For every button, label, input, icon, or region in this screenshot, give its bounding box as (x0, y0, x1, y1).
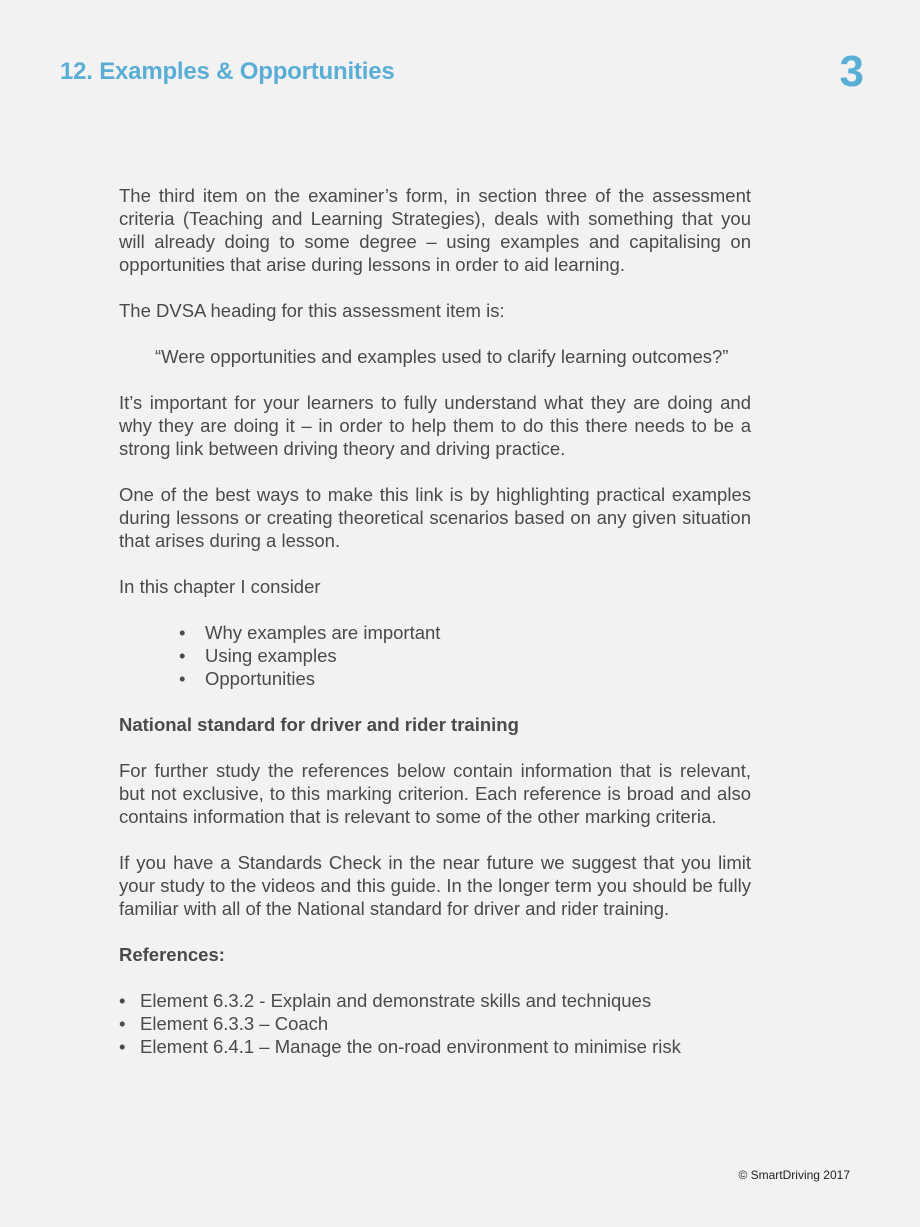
standards-check-paragraph: If you have a Standards Check in the near future we suggest that you limit your study to the videos and this guide. In the longer term you should be fully familiar with all of the National standard for driver and rider training. (119, 852, 751, 919)
further-study-paragraph: For further study the references below contain information that is relevant, but not exclusive, to this marking criterion. Each reference is broad and also contains information that is relevant to some of the other marking criteria. (119, 760, 751, 827)
intro-paragraph: The third item on the examiner’s form, in section three of the assessment criteria (Teaching and Learning Strategies), deals with something that you will already doing to some degree – using examples and capitalising on opportunities that arise during lessons in order to aid learning. (119, 185, 751, 275)
link-paragraph: One of the best ways to make this link is by highlighting practical examples during lessons or creating theoretical scenarios based on any given situation that arises during a lesson. (119, 484, 751, 551)
dvsa-heading-intro: The DVSA heading for this assessment item is: (119, 300, 505, 321)
list-item: • Element 6.4.1 – Manage the on-road environment to minimise risk (119, 1035, 751, 1058)
chapter-number: 3 (839, 47, 864, 96)
chapter-consider-paragraph: In this chapter I consider (119, 576, 321, 597)
assessment-quote: “Were opportunities and examples used to clarify learning outcomes?” (155, 346, 729, 367)
list-item: • Element 6.3.3 – Coach (119, 1012, 751, 1035)
copyright-footer: © SmartDriving 2017 (738, 1168, 850, 1182)
references-heading: References: (119, 944, 225, 965)
importance-paragraph: It’s important for your learners to fully understand what they are doing and why they are doing it – in order to help them to do this there needs to be a strong link between driving theory and driving practice. (119, 392, 751, 459)
page-content (119, 184, 751, 1058)
national-standard-heading: National standard for driver and rider training (119, 714, 519, 735)
chapter-title: 12. Examples & Opportunities (60, 58, 395, 85)
list-item: • Using examples (179, 644, 751, 667)
references-list (119, 989, 751, 1058)
topics-list (119, 621, 751, 690)
list-item: • Why examples are important (179, 621, 751, 644)
list-item: • Opportunities (179, 667, 751, 690)
list-item: • Element 6.3.2 - Explain and demonstrate skills and techniques (119, 989, 751, 1012)
